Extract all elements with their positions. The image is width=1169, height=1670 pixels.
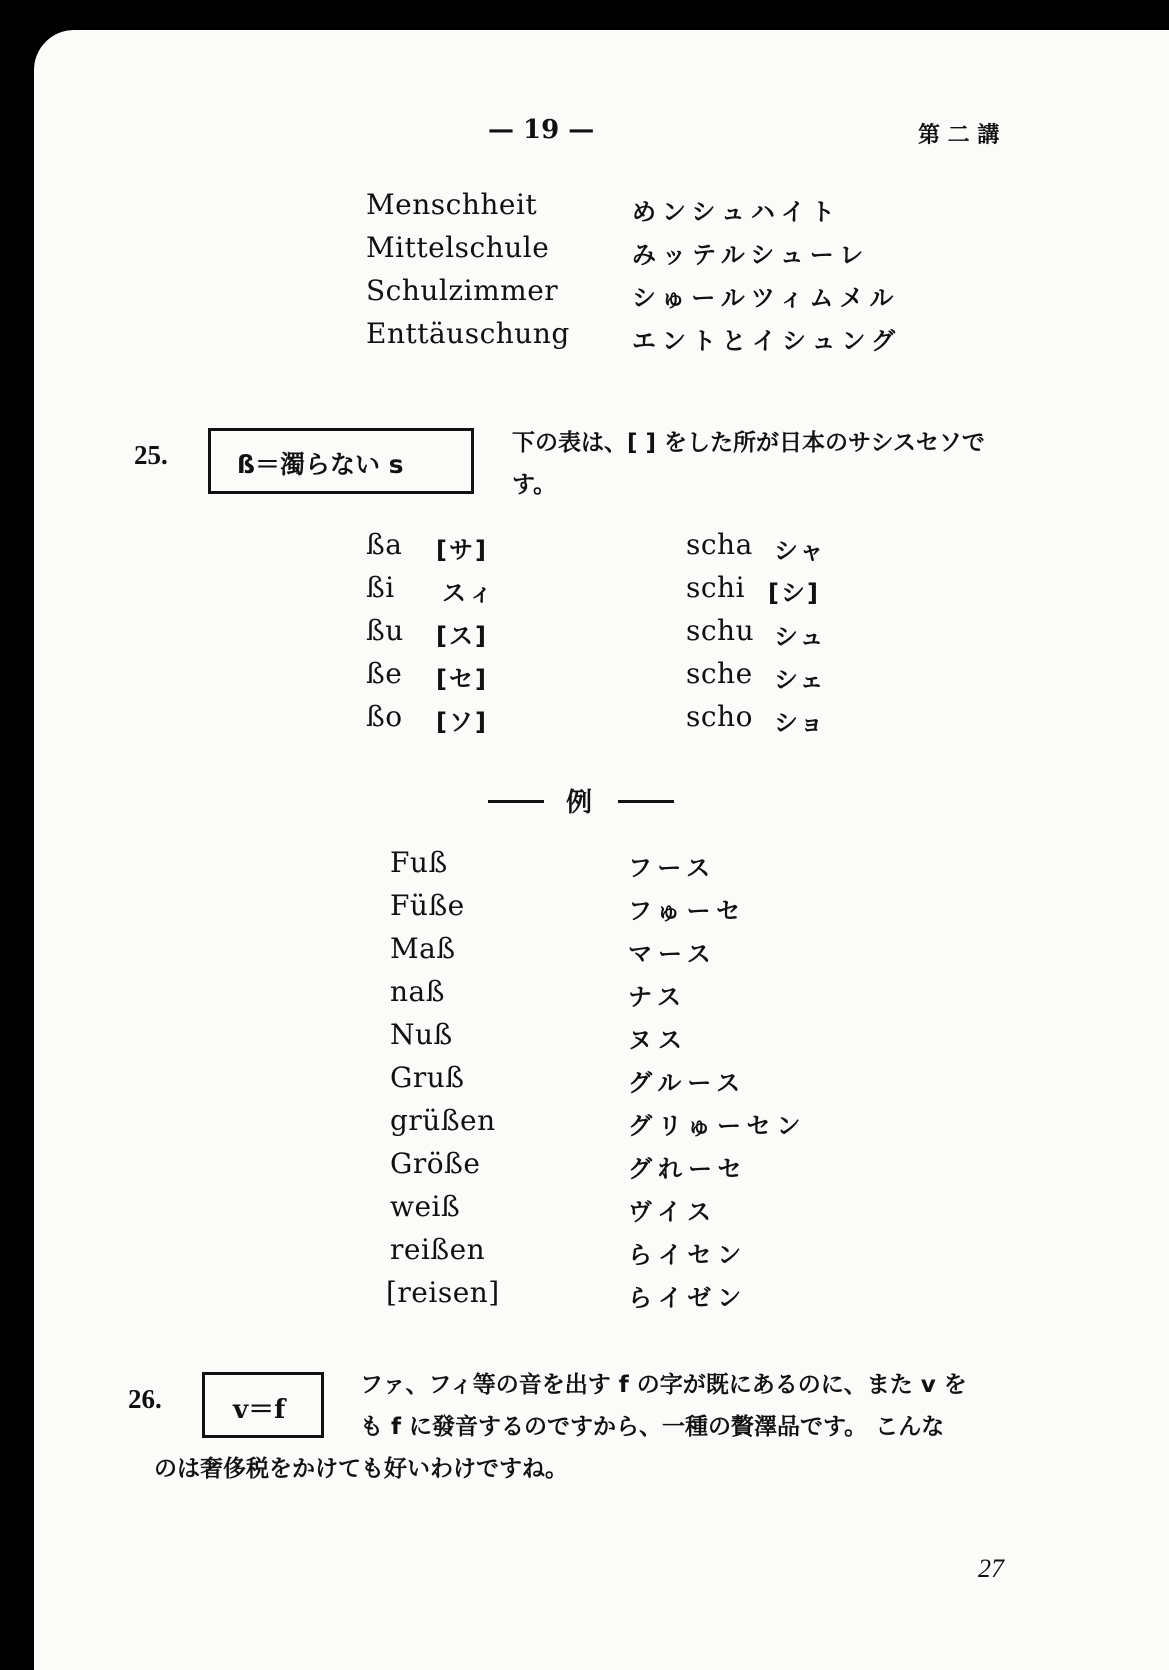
german-word: Enttäuschung — [366, 317, 570, 350]
german-word: Nuß — [390, 1018, 453, 1051]
list-item — [628, 1149, 748, 1189]
section-26-line-1: ファ、フィ等の音を出す f の字が既にあるのに、また v を — [360, 1372, 967, 1398]
letters: ßu — [366, 614, 404, 647]
kana-reading: [ソ] — [436, 708, 488, 736]
example-rule-right — [618, 800, 674, 803]
list-item — [628, 977, 687, 1017]
list-item — [366, 231, 549, 271]
table-row — [686, 528, 753, 568]
section-number-25: 25. — [134, 440, 168, 470]
list-item — [390, 1061, 465, 1101]
kana-reading: ヴイス — [628, 1198, 718, 1226]
list-item — [632, 321, 901, 361]
list-item — [632, 235, 869, 275]
kana-reading: シゅールツィムメル — [632, 284, 900, 312]
kana-reading: グれーセ — [628, 1155, 748, 1183]
list-item — [390, 846, 448, 886]
kana-reading: グリゅーセン — [628, 1112, 807, 1140]
kana-reading: めンシュハイト — [632, 198, 841, 226]
german-word: Füße — [390, 889, 465, 922]
list-item — [390, 975, 445, 1015]
table-row — [774, 531, 826, 571]
rule-box-text: v＝f — [233, 1395, 286, 1425]
kana-reading: [サ] — [436, 536, 488, 564]
page-folio: 27 — [978, 1554, 1004, 1583]
list-item — [628, 1106, 807, 1146]
table-row — [774, 703, 826, 743]
list-item — [390, 889, 465, 929]
list-item — [628, 1235, 747, 1275]
section-number-26: 26. — [128, 1384, 162, 1414]
list-item — [632, 192, 841, 232]
letters: sche — [686, 657, 753, 690]
table-row — [774, 617, 826, 657]
kana-reading: [シ] — [768, 579, 820, 607]
kana-reading: みッテルシューレ — [632, 241, 870, 269]
list-item — [390, 932, 456, 972]
list-item — [628, 848, 716, 888]
table-row — [366, 571, 395, 611]
list-item — [628, 934, 717, 974]
list-item — [386, 1276, 500, 1316]
kana-reading: フース — [628, 854, 717, 882]
letters: ßo — [366, 700, 403, 733]
table-row — [436, 659, 488, 699]
german-word: Mittelschule — [366, 231, 550, 264]
list-item — [390, 1018, 453, 1058]
german-word: weiß — [390, 1190, 461, 1223]
table-row — [436, 616, 488, 656]
kana-reading: シャ — [774, 537, 826, 565]
section-25-description: 下の表は、[ ] をした所が日本のサシスセソです。 — [512, 430, 985, 498]
rule-box-26 — [202, 1372, 324, 1438]
list-item — [628, 1192, 717, 1232]
letters: schi — [686, 571, 746, 604]
kana-reading: ショ — [774, 709, 826, 737]
list-item — [390, 1233, 485, 1273]
kana-reading: スィ — [442, 579, 495, 607]
rule-box-25 — [208, 428, 474, 494]
kana-reading: グルース — [628, 1069, 747, 1097]
german-word: Größe — [390, 1147, 481, 1180]
list-item — [390, 1190, 460, 1230]
list-item — [366, 274, 558, 314]
section-26-line-2: も f に發音するのですから、一種の贅澤品です。 こんな — [360, 1414, 945, 1440]
german-word: reißen — [390, 1233, 486, 1266]
list-item — [390, 1104, 496, 1144]
table-row — [686, 614, 754, 654]
german-word: Fuß — [390, 846, 448, 879]
table-row — [436, 702, 488, 742]
kana-reading: マース — [628, 940, 717, 968]
table-row — [774, 660, 826, 700]
list-item — [366, 188, 537, 228]
letters: scho — [686, 700, 753, 733]
table-row — [366, 528, 402, 568]
table-row — [442, 573, 495, 613]
kana-reading: シュ — [774, 623, 826, 651]
kana-reading: らイセン — [628, 1241, 748, 1269]
list-item — [390, 1147, 480, 1187]
table-row — [366, 614, 404, 654]
german-word: naß — [390, 975, 445, 1008]
page-running-number: — 19 — — [488, 115, 595, 145]
german-word: Maß — [390, 932, 456, 965]
letters: ßi — [366, 571, 395, 604]
german-word: Menschheit — [366, 188, 538, 221]
table-row — [436, 530, 488, 570]
kana-reading: [セ] — [436, 665, 488, 693]
table-row — [768, 573, 820, 613]
chapter-label: 第 二 講 — [918, 123, 1000, 148]
letters: scha — [686, 528, 753, 561]
list-item — [628, 1063, 746, 1103]
rule-box-text: ß＝濁らない s — [237, 450, 404, 479]
kana-reading: らイゼン — [628, 1284, 748, 1312]
kana-reading: ナス — [628, 983, 688, 1011]
letters: ße — [366, 657, 403, 690]
german-word: Gruß — [390, 1061, 465, 1094]
list-item — [628, 1278, 747, 1318]
table-row — [686, 571, 745, 611]
kana-reading: シェ — [774, 666, 826, 694]
example-rule-left — [488, 800, 544, 803]
kana-reading: エントとイシュング — [632, 327, 902, 355]
table-row — [366, 700, 403, 740]
table-row — [686, 657, 753, 697]
list-item — [628, 891, 746, 931]
list-item — [366, 317, 570, 357]
kana-reading: ヌス — [628, 1026, 688, 1054]
table-row — [686, 700, 753, 740]
list-item — [632, 278, 899, 318]
example-heading: 例 — [566, 788, 593, 818]
section-26-line-3: のは奢侈税をかけても好いわけですね。 — [154, 1456, 568, 1482]
letters: ßa — [366, 528, 403, 561]
kana-reading: [ス] — [436, 622, 488, 650]
list-item — [628, 1020, 688, 1060]
german-word: Schulzimmer — [366, 274, 559, 307]
kana-reading: フゅーセ — [628, 897, 747, 925]
german-word: [reisen] — [386, 1276, 500, 1309]
german-word: grüßen — [390, 1104, 496, 1137]
table-row — [366, 657, 402, 697]
letters: schu — [686, 614, 755, 647]
